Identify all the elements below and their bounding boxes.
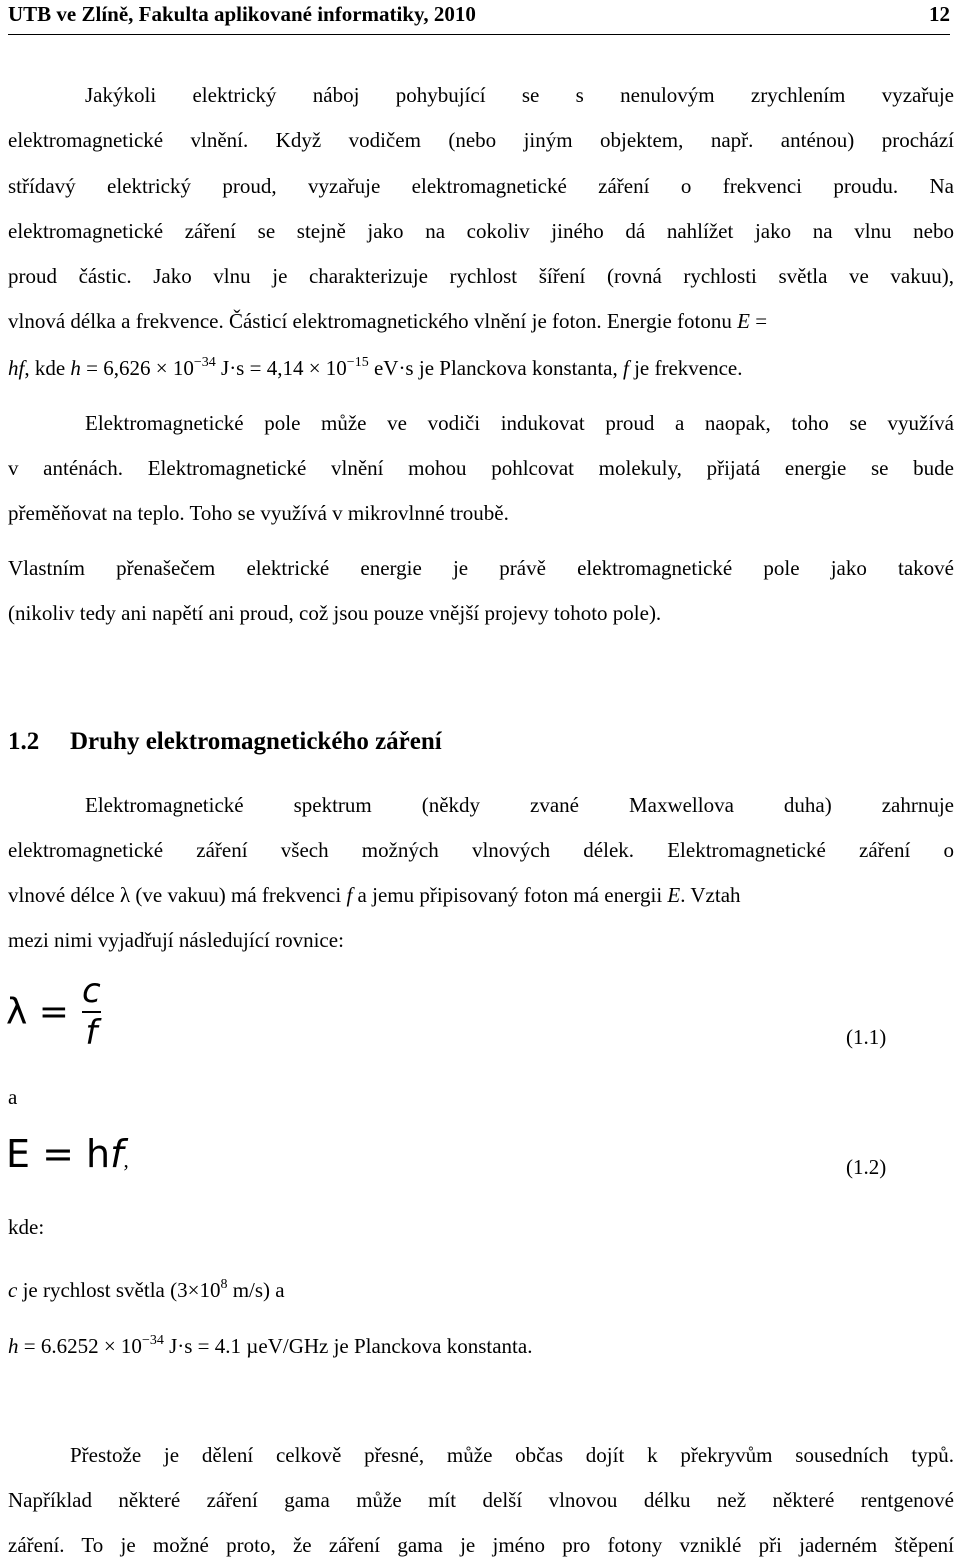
paragraph-line: střídavý elektrický proud, vyzařuje elektromagnetické záření o frekvenci proudu. Na <box>8 174 954 198</box>
paragraph-line: Elektromagnetické spektrum (někdy zvané Maxwellova duha) zahrnuje <box>85 793 954 817</box>
header-title: UTB ve Zlíně, Fakulta aplikované informatiky, 2010 <box>8 2 476 26</box>
equation-number: (1.2) <box>846 1155 887 1179</box>
paragraph-line: elektromagnetické vlnění. Když vodičem (nebo jiným objektem, např. anténou) prochází <box>8 128 954 152</box>
paragraph-line: elektromagnetické záření všech možných vlnových délek. Elektromagnetické záření o <box>8 838 954 862</box>
paragraph-line: (nikoliv tedy ani napětí ani proud, což jsou pouze vnější projevy tohoto pole). <box>8 601 662 625</box>
paragraph-line: přeměňovat na teplo. Toho se využívá v mikrovlnné troubě. <box>8 501 509 525</box>
paragraph-line: Vlastním přenašečem elektrické energie je právě elektromagnetické pole jako takové <box>8 556 954 580</box>
label-text: kde: <box>8 1215 45 1239</box>
equation-number: (1.1) <box>846 1025 887 1049</box>
definition-line: c je rychlost světla ($3\times 10^8$ m/s) a <box>8 1277 285 1302</box>
paragraph-line: mezi nimi vyjadřují následující rovnice: <box>8 928 344 952</box>
paragraph-line: záření. To je možné proto, že záření gama je jméno pro fotony vzniklé při jaderném štěpení <box>8 1533 954 1557</box>
connector-text: a <box>8 1085 18 1109</box>
page-number: 12 <box>929 2 950 26</box>
paragraph-line: vlnové délce λ (ve vakuu) má frekvenci f a jemu připisovaný foton má energii E. Vztah <box>8 883 741 907</box>
paragraph-line: Elektromagnetické pole může ve vodiči indukovat proud a naopak, toho se využívá <box>85 411 954 435</box>
paragraph-line: hf, kde $h = 6,626 \times 10^{-34}$ $J\cdot s = 4,14 \times 10^{-15}$ eV·s je Planckova konstanta, f je frekvence. <box>8 355 743 380</box>
paragraph-line: v anténách. Elektromagnetické vlnění mohou pohlcovat molekuly, přijatá energie se bude <box>8 456 954 480</box>
paragraph-line: elektromagnetické záření se stejně jako na cokoliv jiného dá nahlížet jako na vlnu nebo <box>8 219 954 243</box>
equation-wavelength: λ = $\frac{c}{f}$ <box>6 971 101 1053</box>
paragraph-line: Jakýkoli elektrický náboj pohybující se s nenulovým zrychlením vyzařuje <box>85 83 954 107</box>
section-heading: 1.2 Druhy elektromagnetického záření <box>8 728 442 755</box>
paragraph-line: proud částic. Jako vlnu je charakterizuje rychlost šíření (rovná rychlosti světla ve vakuu), <box>8 264 954 288</box>
equation-energy: E = hf, <box>6 1132 129 1176</box>
paragraph-line: Například některé záření gama může mít delší vlnovou délku než některé rentgenové <box>8 1488 954 1512</box>
paragraph-line: Přestože je dělení celkově přesné, může občas dojít k překryvům sousedních typů. <box>70 1443 954 1467</box>
definition-line: $h = 6.6252 \times 10^{-34}$ J·s = 4.1 µeV/GHz je Planckova konstanta. <box>8 1333 533 1358</box>
page-header <box>8 0 950 35</box>
paragraph-line: vlnová délka a frekvence. Částicí elektromagnetického vlnění je foton. Energie fotonu E = <box>8 309 768 333</box>
